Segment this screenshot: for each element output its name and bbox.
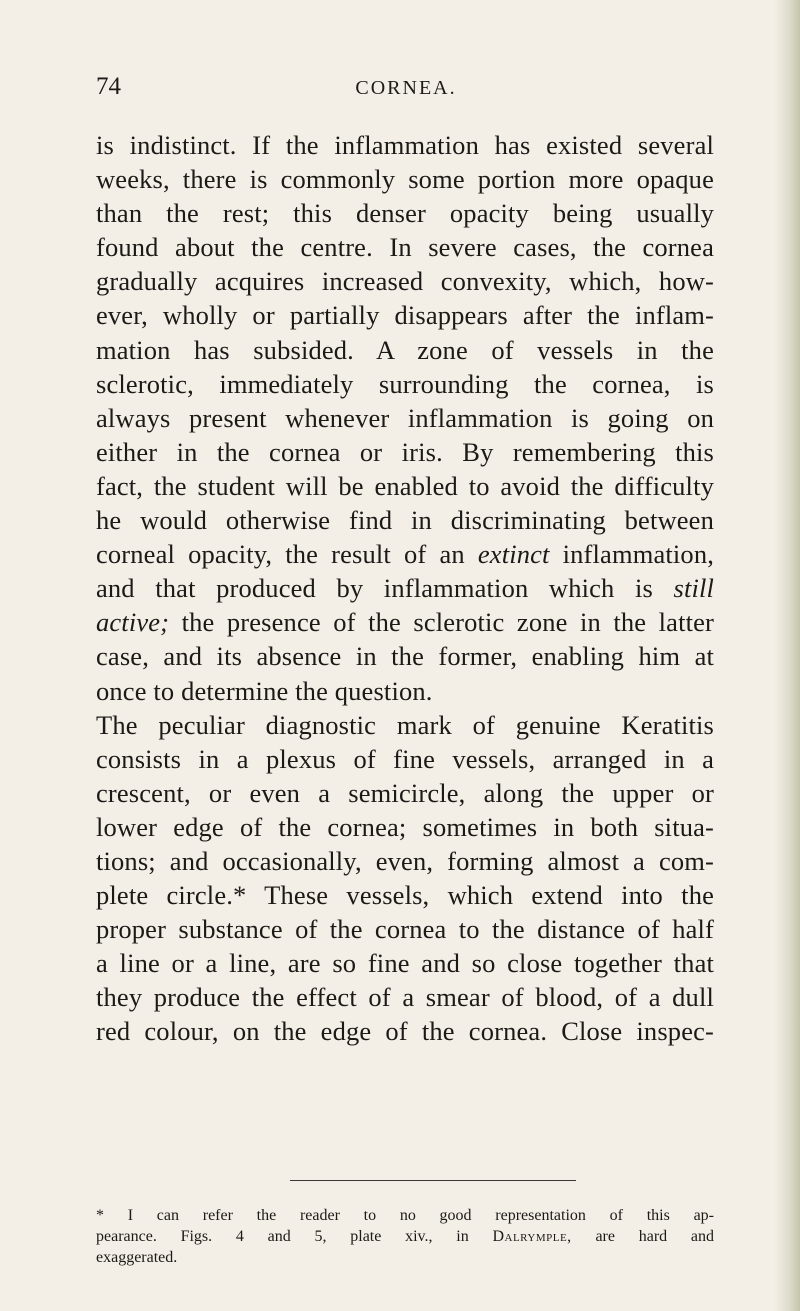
text-line: consists in a plexus of fine vessels, arranged in a	[96, 743, 714, 774]
text-segment: and that produced by inflammation which is	[96, 573, 653, 604]
author-name: Dalrymple,	[492, 1227, 572, 1245]
text-line: proper substance of the cornea to the distance of half	[96, 914, 714, 945]
text-segment: inflammation,	[562, 539, 714, 570]
text-segment: corneal opacity, the result of an	[96, 539, 465, 570]
text-segment: These vessels, which extend into the	[264, 880, 715, 911]
footnote	[96, 1206, 714, 1268]
running-head: CORNEA.	[355, 77, 457, 99]
text-line: lower edge of the cornea; sometimes in both situa-	[96, 811, 714, 842]
text-line: crescent, or even a semicircle, along the upper or	[96, 777, 714, 808]
text-line	[96, 878, 714, 912]
text-line: tions; and occasionally, even, forming almost a com-	[96, 845, 714, 876]
footnote-line	[96, 1227, 714, 1248]
text-line: fact, the student will be enabled to avoid the difficulty	[96, 470, 714, 501]
text-line: always present whenever inflammation is going on	[96, 402, 714, 433]
text-line: ever, wholly or partially disappears after the inflam-	[96, 300, 714, 331]
footnote-segment: pearance. Figs. 4 and 5, plate xiv., in	[96, 1227, 469, 1245]
text-line: is indistinct. If the inflammation has existed several	[96, 130, 714, 160]
text-line: weeks, there is commonly some portion more opaque	[96, 164, 714, 195]
text-line: either in the cornea or iris. By remembering this	[96, 436, 714, 467]
text-line: gradually acquires increased convexity, which, how-	[96, 266, 714, 297]
body-text	[96, 128, 714, 1049]
page-header	[96, 70, 716, 104]
text-segment: the presence of the sclerotic zone in the latter	[181, 607, 714, 638]
footnote-segment: are hard and	[595, 1227, 714, 1245]
page-edge-shadow	[774, 0, 800, 1311]
text-line: than the rest; this denser opacity being usually	[96, 198, 714, 229]
text-line: found about the centre. In severe cases, the cornea	[96, 232, 714, 263]
text-line: red colour, on the edge of the cornea. Close inspec-	[96, 1016, 714, 1047]
italic-word: active;	[96, 607, 170, 638]
text-line: a line or a line, are so fine and so close together that	[96, 948, 714, 979]
text-line: case, and its absence in the former, enabling him at	[96, 641, 714, 672]
text-line	[96, 571, 714, 605]
footnote-line: exaggerated.	[96, 1248, 178, 1266]
page-number: 74	[96, 73, 121, 100]
footnote-divider	[290, 1180, 576, 1181]
text-segment: plete circle.*	[96, 880, 247, 911]
footnote-line: * I can refer the reader to no good representation of this ap-	[96, 1207, 714, 1224]
text-line	[96, 537, 714, 571]
text-line: he would otherwise find in discriminating between	[96, 505, 714, 536]
text-line: mation has subsided. A zone of vessels in the	[96, 334, 714, 365]
text-line: once to determine the question.	[96, 675, 433, 706]
italic-word: still	[673, 573, 715, 604]
text-line: sclerotic, immediately surrounding the cornea, is	[96, 368, 714, 399]
text-line: they produce the effect of a smear of blood, of a dull	[96, 982, 714, 1013]
text-line: The peculiar diagnostic mark of genuine Keratitis	[96, 709, 714, 740]
italic-word: extinct	[477, 539, 550, 570]
text-line	[96, 605, 714, 639]
